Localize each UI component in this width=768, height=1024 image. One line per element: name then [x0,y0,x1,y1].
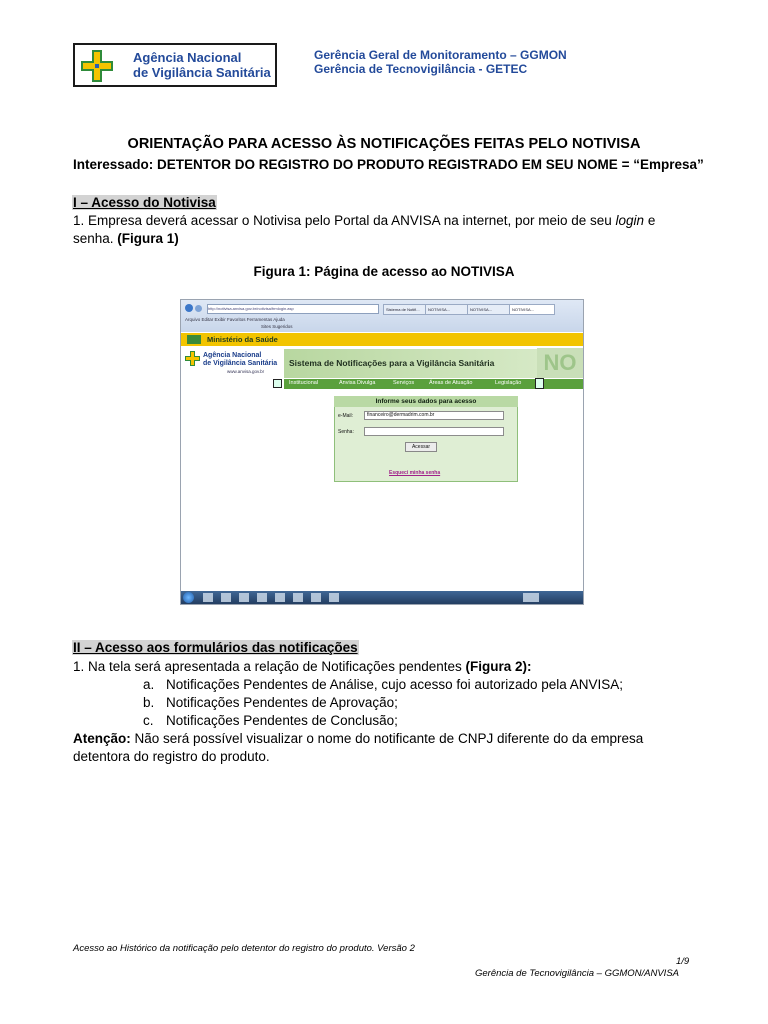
list-item-text: Notificações Pendentes de Conclusão; [166,713,398,728]
ministerio-label: Ministério da Saúde [207,335,278,344]
espaco-cidadao-icon [535,378,544,389]
logo-line-1: Agência Nacional [133,50,242,65]
anvisa-small-line-1: Agência Nacional [203,352,262,359]
section-1-paragraph-line-2 [73,230,179,248]
section-2-heading: II – Acesso aos formulários das notificações [73,640,358,655]
anvisa-small-cross-icon [185,351,200,366]
start-button-icon [183,592,194,603]
system-title: Sistema de Notificações para a Vigilância Sanitária [289,358,495,368]
list-marker: c. [143,713,154,728]
s1-figure-ref: (Figura 1) [117,231,179,246]
anvisa-cross-icon [79,49,115,83]
nav-item-areas[interactable]: Áreas de Atuação [429,380,473,386]
browser-menu: Arquivo Editar Exibir Favoritos Ferramentas Ajuda [185,317,285,322]
anvisa-small-line-2: de Vigilância Sanitária [203,360,278,367]
address-bar: http://notivisa.anvisa.gov.br/notivisa/frmlogin.asp [207,304,379,314]
attention-label: Atenção: [73,731,131,746]
figure-1-screenshot [180,299,584,605]
tray-icons [523,593,539,602]
footer-page-number: 1/9 [676,956,690,967]
list-item [143,676,154,694]
acessar-button[interactable]: Acessar [405,442,437,452]
list-item [143,712,154,730]
list-marker: b. [143,695,155,710]
taskbar-app-icon [293,593,303,602]
back-icon [185,304,193,312]
email-label: e-Mail: [338,413,354,419]
list-item [143,694,154,712]
list-item-text: Notificações Pendentes de Análise, cujo acesso foi autorizado pela ANVISA; [166,677,624,692]
email-field[interactable]: financeiro@dermadrim.com.br [364,411,504,420]
section-2-heading-wrap [72,639,359,657]
footer-department: Gerência de Tecnovigilância – GGMON/ANVISA [475,968,679,979]
browser-tab: Sistema de Notifi... [383,304,427,315]
logo-line-2: de Vigilância Sanitária [133,65,271,80]
nav-item-anvisa-divulga[interactable]: Anvisa Divulga [339,380,376,386]
section-2-paragraph [73,658,532,676]
section-1-paragraph-line-1 [73,212,655,230]
attention-line-1 [73,730,643,748]
taskbar-app-icon [311,593,321,602]
taskbar-app-icon [329,593,339,602]
taskbar-app-icon [221,593,231,602]
footer-document-name: Acesso ao Histórico da notificação pelo detentor do registro do produto. Versão 2 [73,943,415,954]
senha-label: Senha: [338,429,354,435]
s2-figure-ref: (Figura 2): [465,659,532,674]
s1-text-c: senha. [73,231,118,246]
taskbar-app-icon [257,593,267,602]
header-line-2: Gerência de Tecnovigilância - GETEC [314,62,528,76]
anvisa-logo [73,43,277,87]
forgot-password-link[interactable]: Esqueci minha senha [389,470,441,476]
anvisa-url: www.anvisa.gov.br [227,369,265,374]
nav-item-legislacao[interactable]: Legislação [495,380,522,386]
s2-text-a: 1. Na tela será apresentada a relação de Notificações pendentes [73,659,466,674]
browser-tab: NOTIVISA... [467,304,511,315]
section-1-heading: I – Acesso do Notivisa [73,195,216,210]
password-field[interactable] [364,427,504,436]
taskbar-app-icon [239,593,249,602]
s1-text-a: 1. Empresa deverá acessar o Notivisa pelo Portal da ANVISA na internet, por meio de seu [73,213,616,228]
list-item-text: Notificações Pendentes de Aprovação; [166,695,398,710]
section-1-heading-wrap [72,194,217,212]
taskbar-app-icon [275,593,285,602]
attention-text: Não será possível visualizar o nome do notificante de CNPJ diferente do da empresa [130,731,644,746]
anvisa-logo-small [203,352,277,368]
list-marker: a. [143,677,155,692]
browser-tab-active: NOTIVISA... [509,304,555,315]
s1-text-b: e [644,213,656,228]
taskbar-app-icon [203,593,213,602]
nav-item-institucional[interactable]: Institucional [289,380,319,386]
document-subtitle: Interessado: DETENTOR DO REGISTRO DO PRODUTO REGISTRADO EM SEU NOME = “Empresa” [73,157,704,172]
favorites-bar: Sites Sugeridos [261,324,293,329]
browser-tab: NOTIVISA... [425,304,469,315]
login-heading: Informe seus dados para acesso [334,396,518,407]
header-department [314,48,567,76]
exit-icon [273,379,282,388]
attention-line-2: detentora do registro do produto. [73,749,270,764]
s1-text-login: login [615,213,645,228]
logo-text [133,50,271,80]
document-title: ORIENTAÇÃO PARA ACESSO ÀS NOTIFICAÇÕES FEITAS PELO NOTIVISA [127,136,641,152]
forward-icon [195,305,202,312]
header-line-1: Gerência Geral de Monitoramento – GGMON [314,48,567,62]
notivisa-badge: NO [537,348,583,378]
ministerio-flag-icon [187,335,201,344]
nav-item-servicos[interactable]: Serviços [393,380,415,386]
figure-1-caption: Figura 1: Página de acesso ao NOTIVISA [253,264,515,279]
